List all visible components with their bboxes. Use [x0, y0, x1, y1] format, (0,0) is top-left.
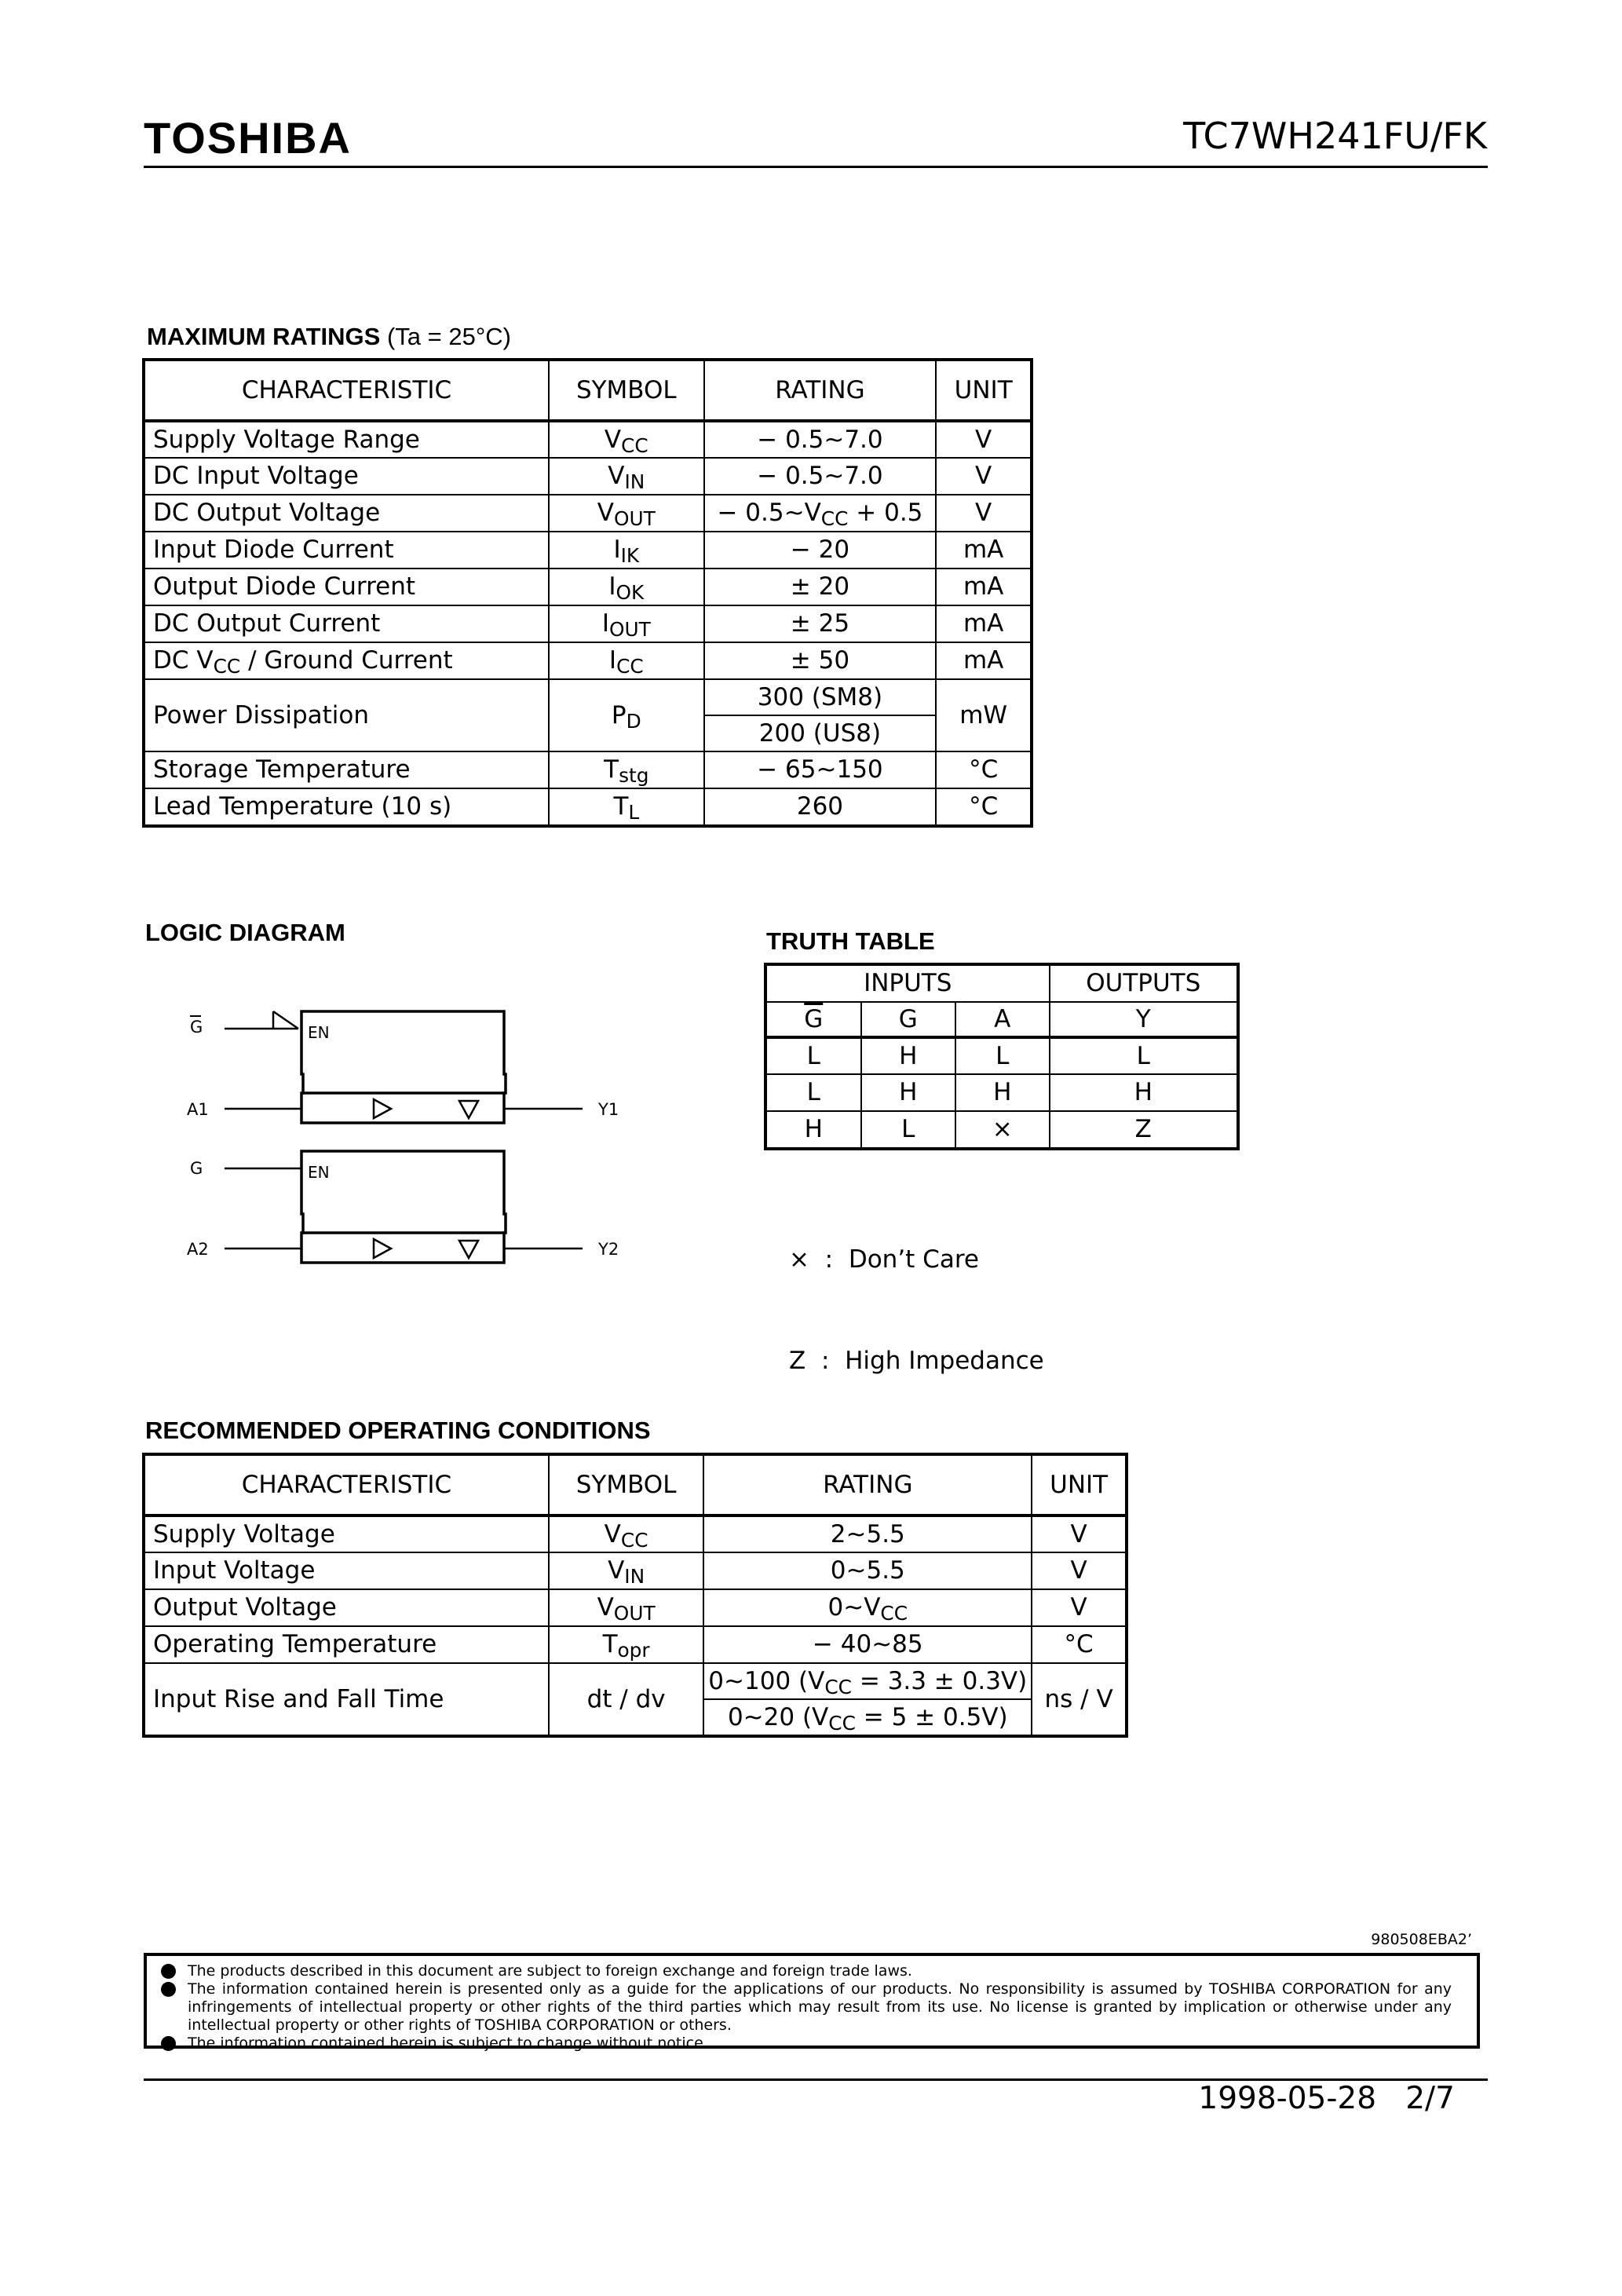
toshiba-logo: TOSHIBA	[144, 113, 352, 163]
table-row	[144, 751, 1031, 788]
characteristic-cell: Operating Temperature	[144, 1626, 549, 1663]
truth-cell: Z	[1050, 1111, 1237, 1148]
symbol-cell: $V_{OUT}$	[549, 495, 703, 532]
symbol-cell: $T_L$	[549, 788, 703, 825]
rec-conditions-table	[144, 1454, 1127, 1736]
unit-cell: V	[936, 458, 1031, 495]
rating-cell: − 20	[704, 532, 937, 569]
logic-diagram-title: LOGIC DIAGRAM	[145, 919, 345, 946]
table-row	[144, 788, 1031, 825]
unit-cell: °C	[1032, 1626, 1126, 1663]
characteristic-cell: Supply Voltage Range	[144, 421, 549, 458]
label-g-bar: G	[190, 1018, 203, 1036]
table-header-row	[144, 1455, 1126, 1515]
unit-cell: °C	[936, 788, 1031, 825]
table-row	[144, 495, 1031, 532]
col-header-a: A	[955, 1002, 1050, 1037]
rating-cell: − 0.5~7.0	[704, 421, 937, 458]
label-a1: A1	[187, 1100, 209, 1119]
characteristic-cell: DC $V_{CC}$ / Ground Current	[144, 642, 549, 679]
legend-dont-care: × : Don’t Care	[789, 1245, 979, 1274]
rating-cell: 0~20 $(V_{CC} = 5 \pm 0.5V)$	[703, 1699, 1032, 1735]
notice-text: The information contained herein is presented only as a guide for the applications of our products. No responsibility is assumed by TOSHIBA CORPORATION for any infringements of intellectual property or other rights of the third parties which may result from its use. No license is granted by implication or otherwise under any intellectual property or other rights of TOSHIBA CORPORATION or others.	[188, 1980, 1452, 2034]
unit-cell: V	[1032, 1552, 1126, 1589]
truth-cell: H	[766, 1111, 861, 1148]
characteristic-cell: Output Diode Current	[144, 569, 549, 605]
rating-cell: 260	[704, 788, 937, 825]
document-number: 980508EBA2’	[1371, 1931, 1472, 1948]
symbol-cell: $I_{OK}$	[549, 569, 703, 605]
inversion-marker	[273, 1011, 298, 1029]
notice-text: The products described in this document are subject to foreign exchange and foreign trade laws.	[188, 1962, 912, 1980]
table-row	[766, 1037, 1237, 1074]
notice-item	[161, 2035, 1452, 2053]
col-header-y: Y	[1050, 1002, 1237, 1037]
buffer-2-triangle-icon	[374, 1239, 391, 1258]
label-g: G	[190, 1159, 203, 1178]
rating-cell: − 65~150	[704, 751, 937, 788]
truth-group-row	[766, 965, 1237, 1002]
legend-high-impedance: Z : High Impedance	[789, 1347, 1044, 1375]
table-row	[144, 605, 1031, 642]
truth-cell: H	[1050, 1074, 1237, 1111]
table-row	[144, 532, 1031, 569]
table-row	[144, 458, 1031, 495]
truth-column-row	[766, 1002, 1237, 1037]
tristate-1-icon	[459, 1101, 478, 1118]
col-header-g-bar: $\overline{G}$	[766, 1002, 861, 1037]
truth-cell: L	[861, 1111, 956, 1148]
rating-cell: $0\sim V_{CC}$	[703, 1589, 1032, 1626]
unit-cell: V	[936, 421, 1031, 458]
table-row	[144, 421, 1031, 458]
truth-cell: L	[1050, 1037, 1237, 1074]
label-y1: Y1	[598, 1100, 619, 1119]
logic-diagram	[173, 997, 644, 1280]
characteristic-cell: DC Input Voltage	[144, 458, 549, 495]
characteristic-cell: Storage Temperature	[144, 751, 549, 788]
tristate-2-icon	[459, 1241, 478, 1258]
col-header: SYMBOL	[549, 1455, 703, 1515]
symbol-cell: $V_{CC}$	[549, 1515, 703, 1552]
table-row	[766, 1074, 1237, 1111]
col-header: CHARACTERISTIC	[144, 360, 549, 421]
table-row	[144, 569, 1031, 605]
outputs-group-header: OUTPUTS	[1050, 965, 1237, 1002]
inputs-group-header: INPUTS	[766, 965, 1050, 1002]
table-header-row	[144, 360, 1031, 421]
characteristic-cell: DC Output Current	[144, 605, 549, 642]
characteristic-cell: Power Dissipation	[144, 679, 549, 751]
characteristic-cell: Input Voltage	[144, 1552, 549, 1589]
footer-date: 1998-05-28	[1198, 2081, 1377, 2116]
rec-conditions-title: RECOMMENDED OPERATING CONDITIONS	[145, 1417, 651, 1444]
truth-cell: ×	[955, 1111, 1050, 1148]
truth-table-legend	[789, 1175, 1044, 1412]
unit-cell: ns / V	[1032, 1663, 1126, 1735]
header-rule	[144, 166, 1488, 168]
footer-page: 2/7	[1405, 2081, 1455, 2116]
max-ratings-condition: (Ta = 25°C)	[386, 323, 511, 350]
label-y2: Y2	[598, 1240, 619, 1259]
footer	[1198, 2083, 1455, 2114]
col-header: UNIT	[936, 360, 1031, 421]
characteristic-cell: DC Output Voltage	[144, 495, 549, 532]
characteristic-cell: Lead Temperature (10 s)	[144, 788, 549, 825]
table-row	[144, 1589, 1126, 1626]
rating-cell: ± 25	[704, 605, 937, 642]
table-row	[144, 679, 1031, 715]
rating-cell: 200 (US8)	[704, 715, 937, 751]
rating-cell: 2~5.5	[703, 1515, 1032, 1552]
symbol-cell: $I_{OUT}$	[549, 605, 703, 642]
part-number: TC7WH241FU/FK	[1183, 115, 1487, 157]
table-row	[766, 1111, 1237, 1148]
col-header-g: G	[861, 1002, 956, 1037]
table-row	[144, 1626, 1126, 1663]
table-row	[144, 1515, 1126, 1552]
rating-cell: 0~100 $(V_{CC} = 3.3 \pm 0.3V)$	[703, 1663, 1032, 1699]
characteristic-cell: Input Diode Current	[144, 532, 549, 569]
table-row	[144, 642, 1031, 679]
symbol-cell: $V_{CC}$	[549, 421, 703, 458]
notice-box	[144, 1953, 1480, 2052]
bullet-icon	[161, 1982, 176, 1997]
unit-cell: V	[936, 495, 1031, 532]
unit-cell: mA	[936, 569, 1031, 605]
symbol-cell: $T_{stg}$	[549, 751, 703, 788]
col-header: SYMBOL	[549, 360, 703, 421]
symbol-cell: $I_{CC}$	[549, 642, 703, 679]
unit-cell: mA	[936, 605, 1031, 642]
truth-table	[765, 964, 1238, 1149]
unit-cell: V	[1032, 1589, 1126, 1626]
truth-cell: H	[955, 1074, 1050, 1111]
symbol-cell: $T_{opr}$	[549, 1626, 703, 1663]
max-ratings-title	[147, 324, 511, 349]
symbol-cell: dt / dv	[549, 1663, 703, 1735]
truth-cell: H	[861, 1037, 956, 1074]
rating-cell: − $0.5\sim V_{CC} + 0.5$	[704, 495, 937, 532]
bullet-icon	[161, 2036, 176, 2051]
rating-cell: 0~5.5	[703, 1552, 1032, 1589]
col-header: RATING	[704, 360, 937, 421]
rating-cell: ± 20	[704, 569, 937, 605]
symbol-cell: $V_{OUT}$	[549, 1589, 703, 1626]
rating-cell: − 0.5~7.0	[704, 458, 937, 495]
truth-cell: L	[766, 1074, 861, 1111]
unit-cell: mW	[936, 679, 1031, 751]
label-en-2: EN	[308, 1163, 330, 1182]
rating-cell: − 40~85	[703, 1626, 1032, 1663]
symbol-cell: $P_D$	[549, 679, 703, 751]
label-a2: A2	[187, 1240, 209, 1259]
notice-item	[161, 1962, 1452, 1980]
unit-cell: mA	[936, 532, 1031, 569]
characteristic-cell: Output Voltage	[144, 1589, 549, 1626]
truth-cell: L	[766, 1037, 861, 1074]
symbol-cell: $I_{IK}$	[549, 532, 703, 569]
notice-item	[161, 1980, 1452, 2035]
col-header: UNIT	[1032, 1455, 1126, 1515]
table-row	[144, 1663, 1126, 1699]
truth-cell: H	[861, 1074, 956, 1111]
label-en-1: EN	[308, 1023, 330, 1042]
bullet-icon	[161, 1964, 176, 1979]
max-ratings-table	[144, 360, 1032, 826]
truth-cell: L	[955, 1037, 1050, 1074]
symbol-cell: $V_{IN}$	[549, 458, 703, 495]
notice-text: The information contained herein is subject to change without notice.	[188, 2035, 708, 2052]
col-header: RATING	[703, 1455, 1032, 1515]
characteristic-cell: Supply Voltage	[144, 1515, 549, 1552]
rating-cell: ± 50	[704, 642, 937, 679]
truth-table-title: TRUTH TABLE	[766, 927, 935, 955]
unit-cell: mA	[936, 642, 1031, 679]
unit-cell: °C	[936, 751, 1031, 788]
col-header: CHARACTERISTIC	[144, 1455, 549, 1515]
buffer-1-triangle-icon	[374, 1099, 391, 1118]
unit-cell: V	[1032, 1515, 1126, 1552]
characteristic-cell: Input Rise and Fall Time	[144, 1663, 549, 1735]
symbol-cell: $V_{IN}$	[549, 1552, 703, 1589]
rating-cell: 300 (SM8)	[704, 679, 937, 715]
table-row	[144, 1552, 1126, 1589]
max-ratings-title-text: MAXIMUM RATINGS	[147, 323, 381, 350]
